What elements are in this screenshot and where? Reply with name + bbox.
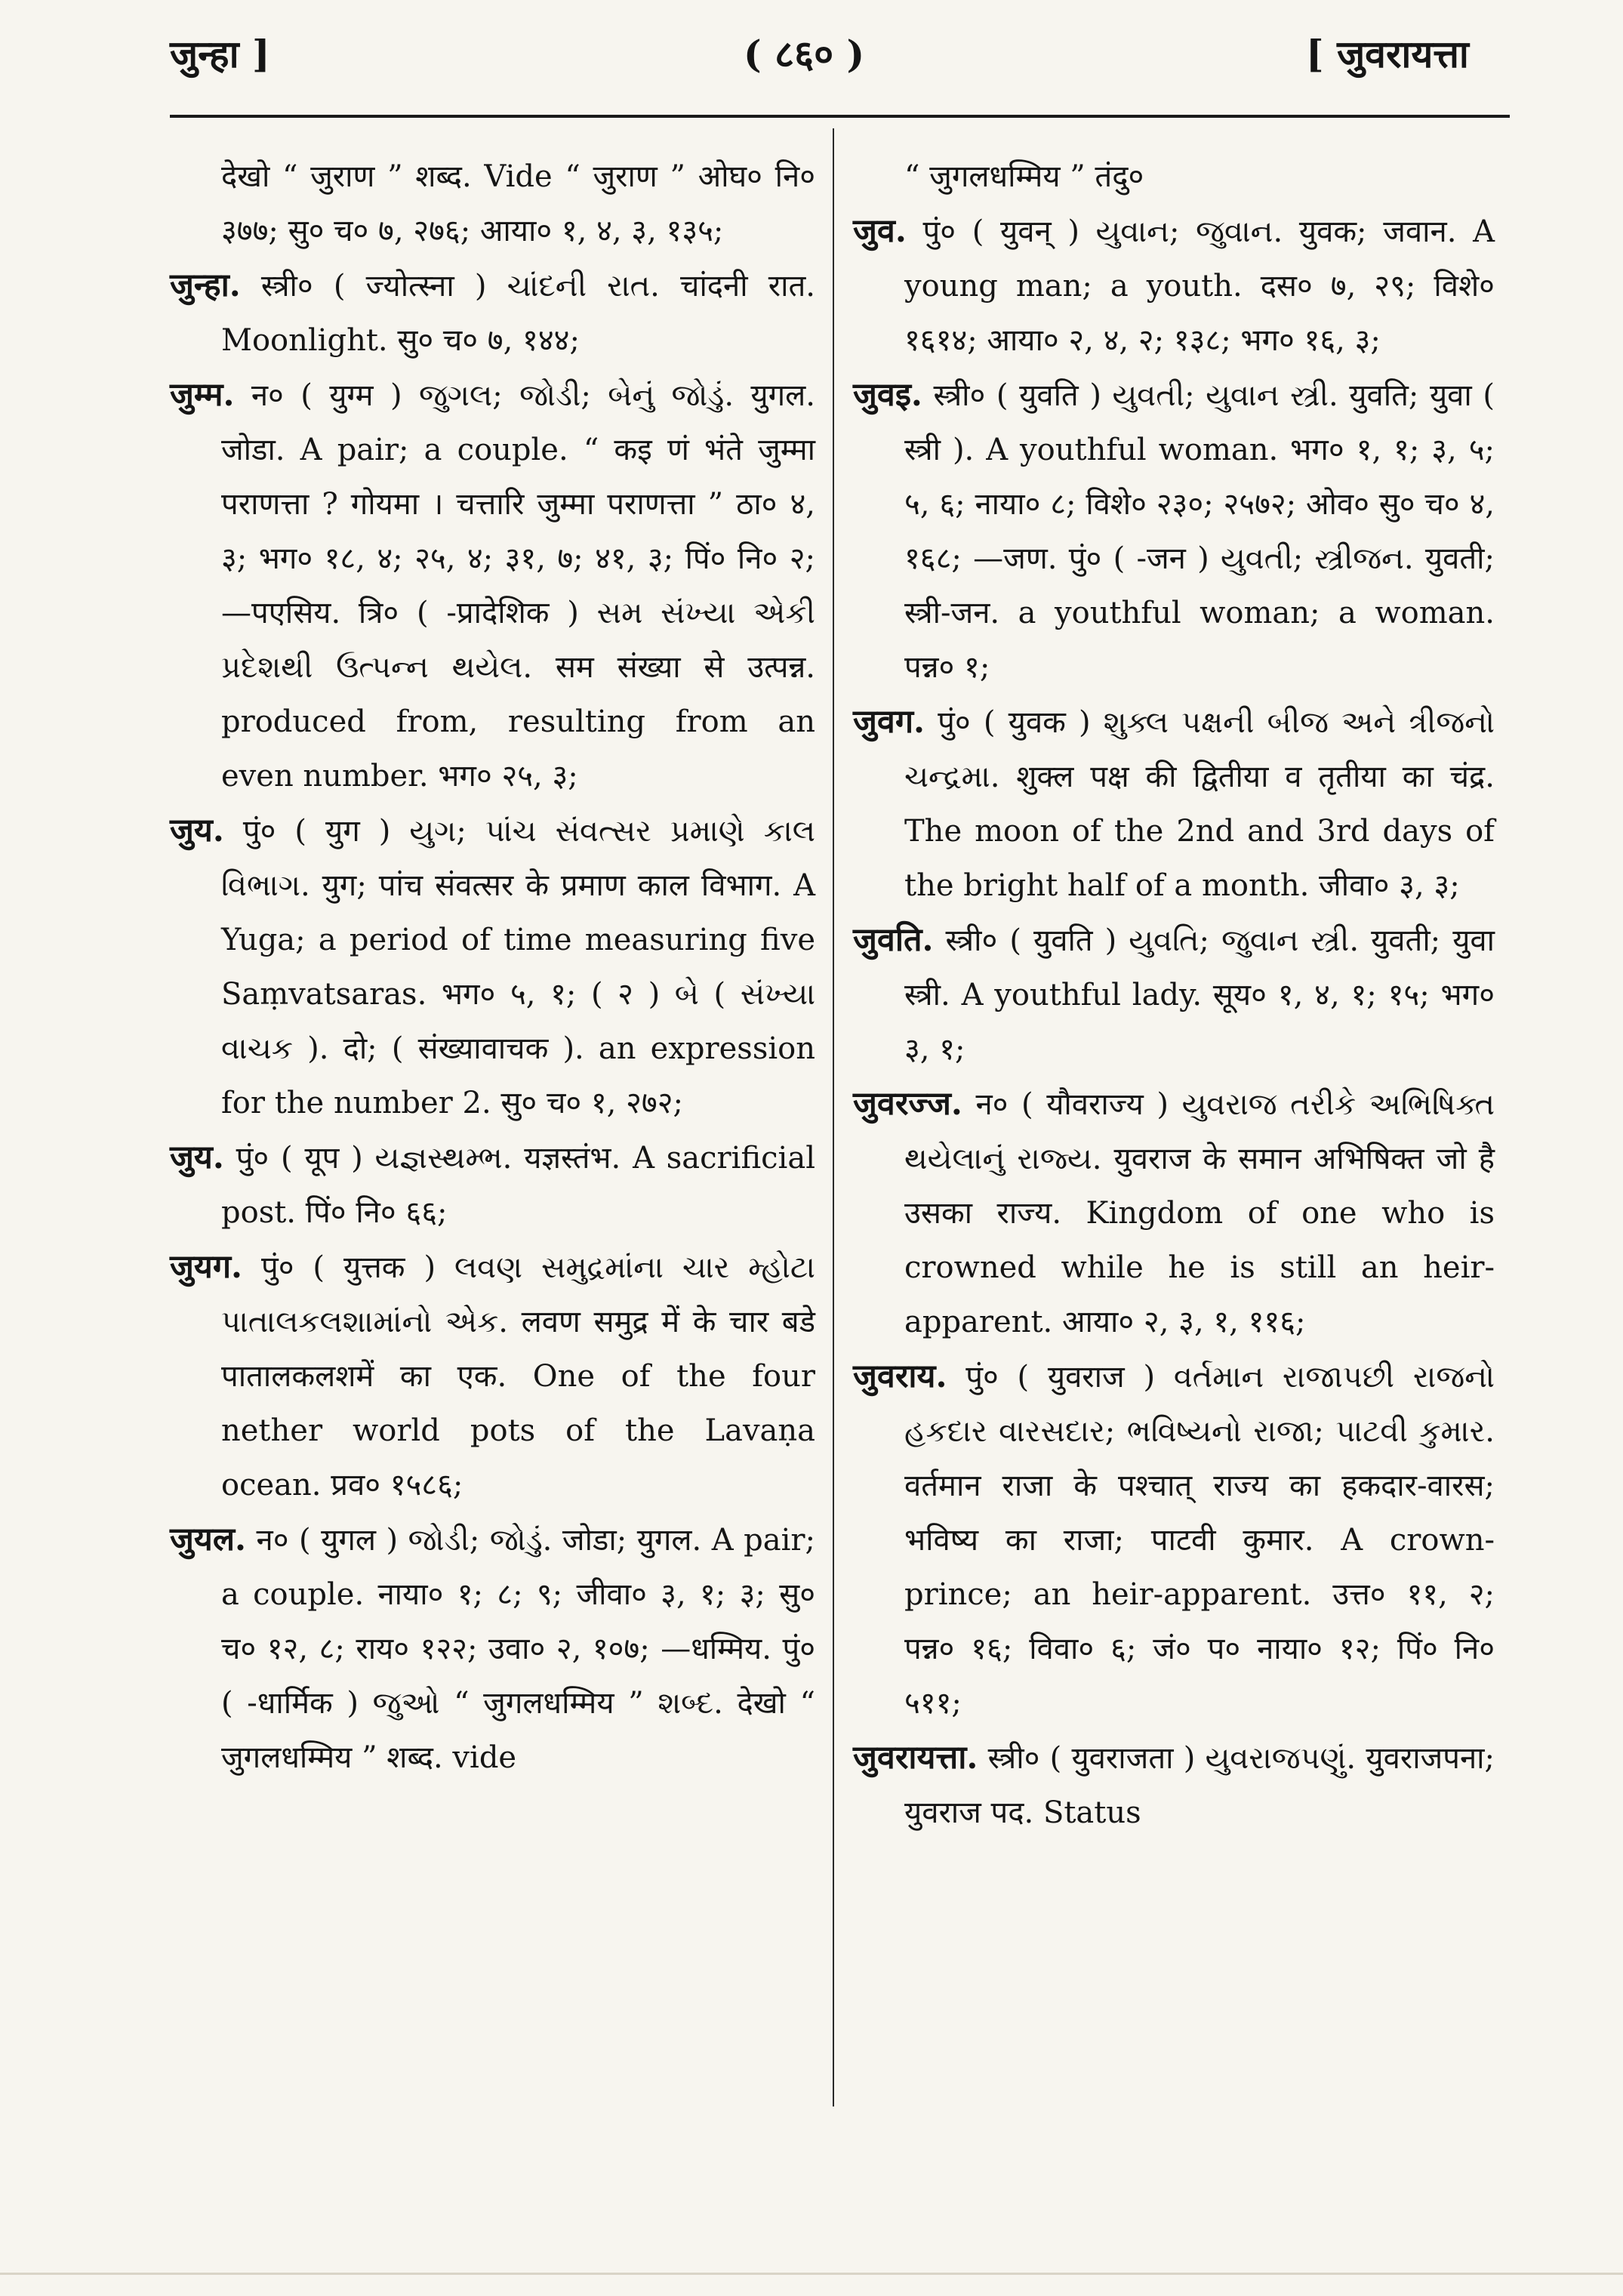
dictionary-entry xyxy=(170,1130,815,1240)
headword: जुवरायत्ता. xyxy=(853,1739,978,1777)
headword: जुन्हा. xyxy=(170,267,241,304)
entry-body: पुं० ( युवराज ) વર્તમાન રાજાપછી રાજનો હકદાર વારસદાર; ભવિષ્યનો રાજા; પાટવી કુમાર. वर्तमान राजा के पश्चात् राज्य का हकदार-वारस; भविष्य का राजा; पाटवी कुमार. A crown-prince; an heir-apparent. उत्त० ११, २; पन्न० १६; विवा० ६; जं० प० नाया० १२; पिं० नि० ५११; xyxy=(904,1360,1495,1721)
dictionary-entry xyxy=(853,695,1495,913)
dictionary-entry xyxy=(853,913,1495,1077)
page-number: ( ८६० ) xyxy=(744,32,865,76)
dictionary-entry xyxy=(853,204,1495,368)
dictionary-entry xyxy=(853,1077,1495,1349)
running-head-right: [ जुवरायत्ता xyxy=(1306,32,1469,76)
dictionary-entry xyxy=(853,368,1495,695)
dictionary-entry xyxy=(170,1240,815,1512)
dictionary-entry xyxy=(170,1512,815,1785)
dictionary-entry xyxy=(170,803,815,1130)
entry-body: पुं० ( युवन् ) યુવાન; જુવાન. युवक; जवान. A young man; a youth. दस० ७, २९; विशे० १६१४; आया० २, ४, २; १३८; भग० १६, ३; xyxy=(904,214,1495,358)
entry-body: पुं० ( युत्तक ) લવણ સમુદ્રમાંના ચાર મ્હોટા પાતાલકલશામાંનો એક. लवण समुद्र में के चार बडे पातालकलशमें का एक. One of the four nether world pots of the Lavaṇa ocean. प्रव० १५८६; xyxy=(221,1250,815,1502)
entry-body: स्त्री० ( ज्योत्स्ना ) ચાંદની રાત. चांदनी रात. Moonlight. सु० च० ७, १४४; xyxy=(221,269,815,358)
entry-body: स्त्री० ( युवराजता ) યુવરાજપણું. युवराजपना; युवराज पद. Status xyxy=(904,1741,1495,1830)
headword: जुवराय. xyxy=(853,1358,947,1395)
entry-body: पुं० ( युवक ) શુક્લ પક્ષની બીજ અને ત્રીજનો ચન્દ્રમા. शुक्ल पक्ष की द्वितीया व तृतीया का चंद्र. The moon of the 2nd and 3rd days of the bright half of a month. जीवा० ३, ३; xyxy=(904,705,1495,903)
headword: जुवग. xyxy=(853,703,925,741)
entry-body: न० ( यौवराज्य ) યુવરાજ તરીકે અભિષિક્ત થયેલાનું રાજ્ય. युवराज के समान अभिषिक्त जो है उसका राज्य. Kingdom of one who is crowned while he is still an heir-apparent. आया० २, ३, १, ११६; xyxy=(904,1087,1495,1339)
page-bottom-edge xyxy=(0,2273,1623,2275)
dictionary-entry xyxy=(853,1349,1495,1730)
left-column xyxy=(170,149,815,1785)
headword: जुवरज्ज. xyxy=(853,1085,962,1123)
entry-body: न० ( युगल ) જોડી; જોડું. जोडा; युगल. A pair; a couple. नाया० १; ८; ९; जीवा० ३, १; ३; सु० च० १२, ८; राय० १२२; उवा० २, १०७; —धम्मिय. पुं० ( -धार्मिक ) જુઓ “ जुगलधम्मिय ” શબ્દ. देखो “ जुगलधम्मिय ” शब्द. vide xyxy=(221,1523,816,1775)
headword: जुय. xyxy=(170,1139,224,1176)
right-column xyxy=(853,149,1495,1840)
dictionary-entry xyxy=(853,1730,1495,1840)
headword: जुम्म. xyxy=(170,376,235,414)
dictionary-entry xyxy=(170,368,815,803)
headword: जुयग. xyxy=(170,1248,243,1286)
headword: जुवइ. xyxy=(853,376,922,414)
continuation-text: देखो “ जुराण ” शब्द. Vide “ जुराण ” ओघ० नि० ३७७; सु० च० ७, २७६; आया० १, ४, ३, १३५; xyxy=(221,159,815,248)
continuation-text: “ जुगलधम्मिय ” तंदु० xyxy=(904,159,1144,194)
headword: जुय. xyxy=(170,812,224,849)
running-head-left: जुन्हा ] xyxy=(170,32,270,76)
entry-body: न० ( युग्म ) જુગલ; જોડી; બેનું જોડું. युगल. जोडा. A pair; a couple. “ कइ णं भंते जुम्मा पराणत्ता ? गोयमा । चत्तारि जुम्मा पराणत्ता ” ठा० ४, ३; भग० १८, ४; २५, ४; ३१, ७; ४१, ३; पिं० नि० २; —पएसिय. त्रि० ( -प्रादेशिक ) સમ સંખ્યા એકી પ્રદેશથી ઉત્પન્ન થયેલ. सम संख्या से उत्पन्न. produced from, resulting from an even number. भग० २५, ३; xyxy=(221,378,815,794)
page-header xyxy=(0,0,1623,121)
headword: जुव. xyxy=(853,212,907,250)
column-divider xyxy=(833,128,834,2106)
headword: जुवति. xyxy=(853,921,934,959)
dictionary-entry xyxy=(170,258,815,368)
entry-body: पुं० ( युग ) યુગ; પાંચ સંવત્સર પ્રમાણે કાલ વિભાગ. युग; पांच संवत्सर के प्रमाण काल विभाग. A Yuga; a period of time measuring five Saṃvatsaras. भग० ५, १; ( २ ) બે ( સંખ્યા વાચક ). दो; ( संख्यावाचक ). an expression for the number 2. सु० च० १, २७२; xyxy=(221,814,815,1120)
headword: जुयल. xyxy=(170,1521,246,1558)
entry-body: स्त्री० ( युवति ) યુવતી; યુવાન સ્ત્રી. युवति; युवा ( स्त्री ). A youthful woman. भग० १, १; ३, ५; ५, ६; नाया० ८; विशे० २३०; २५७२; ओव० सु० च० ४, १६८; —जण. पुं० ( -जन ) યુવતી; સ્ત્રીજન. युवती; स्त्री-जन. a youthful woman; a woman. पन्न० १; xyxy=(904,378,1495,685)
entry-body: स्त्री० ( युवति ) યુવતિ; જુવાન સ્ત્રી. युवती; युवा स्त्री. A youthful lady. सूय० १, ४, १; १५; भग० ३, १; xyxy=(904,923,1495,1067)
header-rule xyxy=(170,115,1510,118)
entry-body: पुं० ( यूप ) યજ્ઞસ્થમ્ભ. यज्ञस्तंभ. A sacrificial post. पिं० नि० ६६; xyxy=(221,1141,815,1230)
